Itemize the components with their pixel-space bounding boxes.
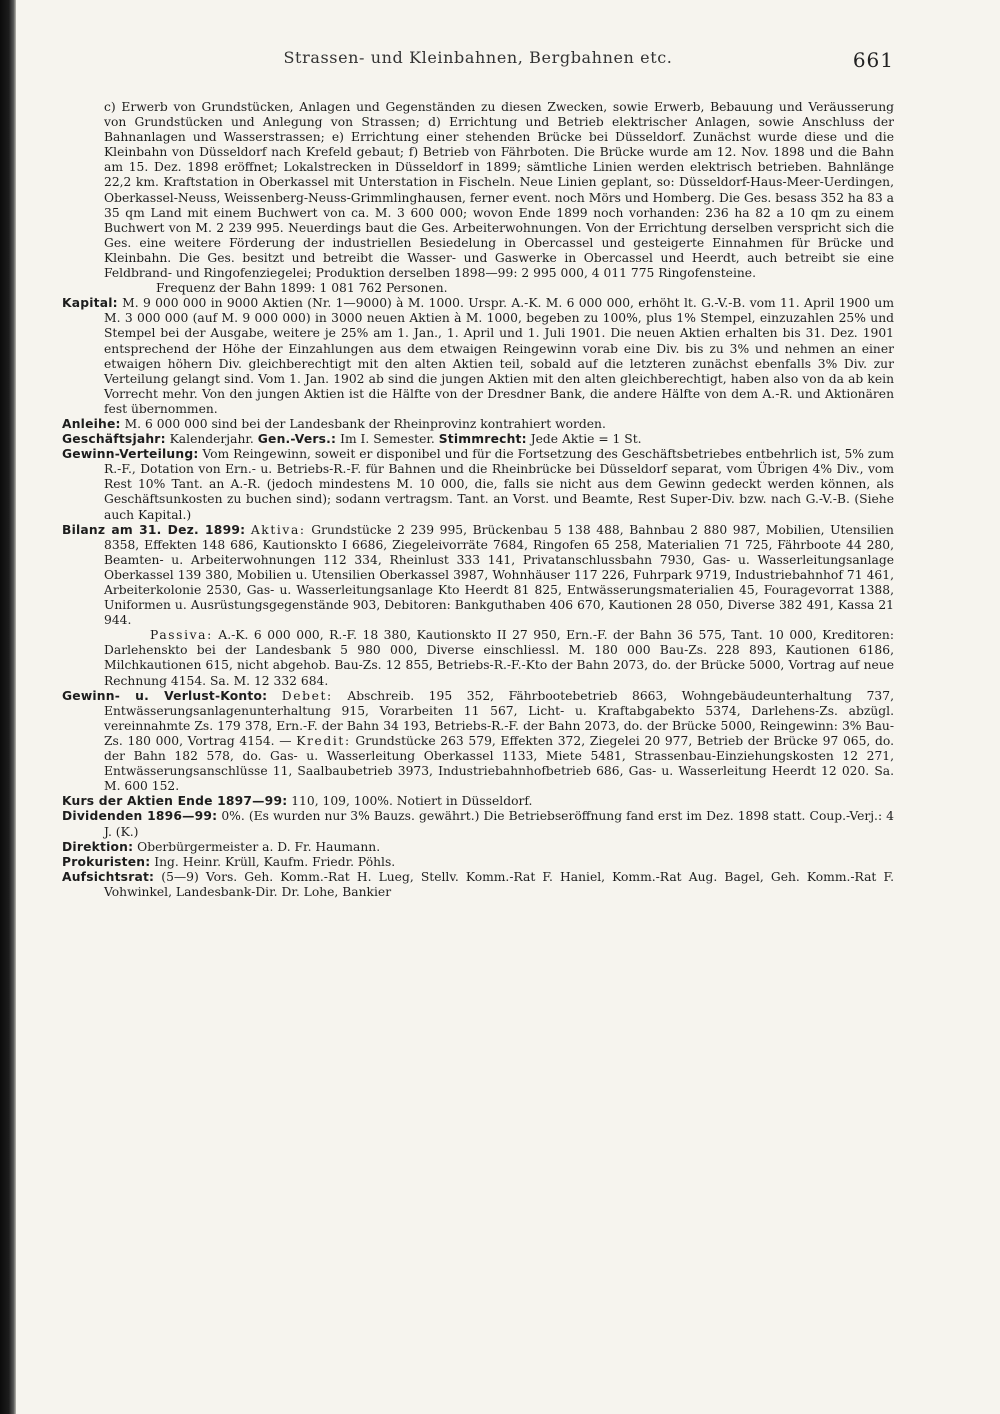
entry-label: Prokuristen: <box>62 854 151 869</box>
entry-label: Gewinn-Verteilung: <box>62 447 199 462</box>
aktiva-text: Grundstücke 2 239 995, Brückenbau 5 138 488, Bahnbau 2 880 987, Mobilien, Utensilien 8358, Effekten 148 686, Kautionskto I 6686, Ziegeleivorräte 7684, Ringofen 65 258, Materialien 71 725, Fährboote 44 280, Beamten- u. Arbeiterwohnungen 112 334, Rheinlust 333 141, Privatanschlussbahn 7930, Gas- u. Wasserleitungsanlage Oberkassel 139 380, Mobilien u. Utensilien Oberkassel 3987, Wohnhäuser 117 226, Fuhrpark 9719, Industriebahnhof 71 461, Arbeiterkolonie 2530, Gas- u. Wasserleitungsanlage Kto Heerdt 81 825, Entwässerungsmaterialien 45, Fouragevorrat 1388, Uniformen u. Ausrüstungsgegenstände 903, Debitoren: Bankguthaben 406 670, Kautionen 28 050, Diverse 382 491, Kassa 21 944. <box>104 522 894 628</box>
running-title: Strassen- und Kleinbahnen, Bergbahnen etc. <box>283 48 673 67</box>
frequency-line: Frequenz der Bahn 1899: 1 081 762 Personen. <box>156 281 448 296</box>
entry-text: (5—9) Vors. Geh. Komm.-Rat H. Lueg, Stellv. Komm.-Rat F. Haniel, Komm.-Rat Aug. Bagel, Geh. Komm.-Rat F. Vohwinkel, Landesbank-Dir. Dr. Lohe, Bankier <box>104 869 894 899</box>
entry-anleihe <box>62 417 894 432</box>
kredit-text: Grundstücke 263 579, Effekten 372, Ziegelei 20 977, Betrieb der Brücke 97 065, do. der Bahn 182 578, do. Gas- u. Wasserleitung Oberkassel 1133, Miete 5481, Strassenbau-Einziehungskosten 12 271, Entwässerungsanschlüsse 11, Saalbaubetrieb 3973, Industriebahnhofbetrieb 686, Gas- u. Wasserleitung Heerdt 12 020. Sa. M. 600 152. <box>104 733 894 794</box>
entry-text: Kalenderjahr. <box>169 432 254 447</box>
entry-kurs <box>62 794 894 809</box>
entry-aufsichtsrat <box>62 870 894 900</box>
gen-vers-label: Gen.-Vers.: <box>257 432 337 447</box>
passiva-text: A.-K. 6 000 000, R.-F. 18 380, Kautionskto II 27 950, Ern.-F. der Bahn 36 575, Tant. 10 000, Kreditoren: Darlehenskto bei der Landesbank 5 980 000, Diverse einschliessl. M. 180 000 Bau-Zs. 228 893, Kautionen 6186, Milchkautionen 615, nicht abgehob. Bau-Zs. 12 855, Betriebs-R.-F.-Kto der Bahn 2073, do. der Brücke 5000, Vortrag auf neue Rechnung 4154. Sa. M. 12 332 684. <box>104 628 894 688</box>
entry-text: Ing. Heinr. Krüll, Kaufm. Friedr. Pöhls. <box>154 854 396 869</box>
entry-label: Gewinn- u. Verlust-Konto: <box>62 688 268 703</box>
document-page <box>62 48 894 1398</box>
running-header <box>62 48 894 78</box>
entry-gewinn-verteilung <box>62 447 894 522</box>
aktiva-label: Aktiva: <box>250 522 306 537</box>
stimmrecht-text: Jede Aktie = 1 St. <box>530 432 642 447</box>
page-number: 661 <box>852 48 894 72</box>
entry-direktion <box>62 840 894 855</box>
entry-dividenden <box>62 809 894 839</box>
passiva-label: Passiva: <box>150 628 213 643</box>
debet-label: Debet: <box>281 688 333 703</box>
body-text <box>62 100 894 900</box>
entry-bilanz <box>62 523 894 629</box>
entry-label: Bilanz am 31. Dez. 1899: <box>62 522 246 537</box>
entry-label: Aufsichtsrat: <box>62 869 155 884</box>
entry-prokuristen <box>62 855 894 870</box>
entry-geschaeftsjahr <box>62 432 894 447</box>
entry-text: 0%. (Es wurden nur 3% Bauzs. gewährt.) Die Betriebseröffnung fand erst im Dez. 1898 statt. Coup.-Verj.: 4 J. (K.) <box>104 809 894 839</box>
entry-label: Dividenden 1896—99: <box>62 809 218 824</box>
debet-text: Abschreib. 195 352, Fährbootebetrieb 8663, Wohngebäudeunterhaltung 737, Entwässerungsanlagenunterhaltung 915, Vorarbeiten 11 567, Licht- u. Kraftabgabekto 5374, Darlehens-Zs. abzügl. vereinnahmte Zs. 179 378, Ern.-F. der Bahn 34 193, Betriebs-R.-F. der Bahn 2073, do. der Brücke 5000, Reingewinn: 3% Bau-Zs. 180 000, Vortrag 4154. — <box>104 688 894 748</box>
stimmrecht-label: Stimmrecht: <box>438 432 527 447</box>
entry-label: Geschäftsjahr: <box>62 432 166 447</box>
entry-label: Kurs der Aktien Ende 1897—99: <box>62 794 288 809</box>
entry-text: M. 9 000 000 in 9000 Aktien (Nr. 1—9000) à M. 1000. Urspr. A.-K. M. 6 000 000, erhöht lt. G.-V.-B. vom 11. April 1900 um M. 3 000 000 (auf M. 9 000 000) in 3000 neuen Aktien à M. 1000, begeben zu 100%, plus 1% Stempel, einzuzahlen 25% und Stempel bei der Ausgabe, weitere je 25% am 1. Jan., 1. April und 1. Juli 1901. Die neuen Aktien erhalten bis 31. Dez. 1901 entsprechend der Höhe der Einzahlungen aus dem etwaigen Reingewinn vorab eine Div. bis zu 3% und nehmen an einer etwaigen höhern Div. gleichberechtigt mit den alten Aktien teil, sobald auf die letzteren zunächst ebenfalls 3% Div. zur Verteilung gelangt sind. Vom 1. Jan. 1902 ab sind die jungen Aktien mit den alten gleichberechtigt, haben also von da ab kein Vorrecht mehr. Von den jungen Aktien ist die Hälfte von der Dresdner Bank, die andere Hälfte von dem A.-R. und Aktionären fest übernommen. <box>104 296 894 416</box>
entry-text: 110, 109, 100%. Notiert in Düsseldorf. <box>291 794 533 809</box>
entry-text: Oberbürgermeister a. D. Fr. Haumann. <box>137 839 381 854</box>
entry-bilanz-passiva <box>62 628 894 688</box>
kredit-label: Kredit: <box>296 733 351 748</box>
entry-kapital <box>62 296 894 417</box>
gen-vers-text: Im I. Semester. <box>340 432 435 447</box>
entry-text: Vom Reingewinn, soweit er disponibel und für die Fortsetzung des Geschäftsbetriebes entbehrlich ist, 5% zum R.-F., Dotation von Ern.- u. Betriebs-R.-F. für Bahnen und die Rheinbrücke bei Düsseldorf separat, vom Übrigen 4% Div., vom Rest 10% Tant. an A.-R. (jedoch mindestens M. 10 000, die, falls sie nicht aus dem Gewinn gedeckt werden können, als Geschäftsunkosten zu buchen sind); sodann vertragsm. Tant. an Vorst. und Beamte, Rest Super-Div. bzw. nach G.-V.-B. (Siehe auch Kapital.) <box>104 447 894 522</box>
book-spine-shadow <box>0 0 16 1414</box>
entry-text: M. 6 000 000 sind bei der Landesbank der Rheinprovinz kontrahiert worden. <box>124 416 606 431</box>
entry-label: Kapital: <box>62 296 118 311</box>
entry-label: Direktion: <box>62 839 134 854</box>
entry-gewinn-verlust <box>62 689 894 795</box>
intro-paragraph: c) Erwerb von Grundstücken, Anlagen und Gegenständen zu diesen Zwecken, sowie Erwerb, Bebauung und Veräusserung von Grundstücken und Anlegung von Strassen; d) Errichtung und Betrieb elektrischer Anlagen, sowie Anschluss der Bahnanlagen und Wasserstrassen; e) Errichtung einer stehenden Brücke bei Düsseldorf. Zunächst wurde diese und die Kleinbahn von Düsseldorf nach Krefeld gebaut; f) Betrieb von Fährboten. Die Brücke wurde am 12. Nov. 1898 und die Bahn am 15. Dez. 1898 eröffnet; Lokalstrecken in Düsseldorf in 1899; sämtliche Linien werden elektrisch betrieben. Bahnlänge 22,2 km. Kraftstation in Oberkassel mit Unterstation in Fischeln. Neue Linien geplant, so: Düsseldorf-Haus-Meer-Uerdingen, Oberkassel-Neuss, Weissenberg-Neuss-Grimmlinghausen, ferner event. noch Mörs und Homberg. Die Ges. besass 352 ha 83 a 35 qm Land mit einem Buchwert von ca. M. 3 600 000; wovon Ende 1899 noch vorhanden: 236 ha 82 a 10 qm zu einem Buchwert von M. 2 239 995. Neuerdings baut die Ges. Arbeiterwohnungen. Von der Errichtung derselben verspricht sich die Ges. eine weitere Förderung der industriellen Besiedelung in Obercassel und gesteigerte Einnahmen für Brücke und Kleinbahn. Die Ges. besitzt und betreibt die Wasser- und Gaswerke in Obercassel und Heerdt, auch betreibt sie eine Feldbrand- und Ringofenziegelei; Produktion derselben 1898—99: 2 995 000, 4 011 775 Ringofensteine. <box>104 100 894 281</box>
entry-label: Anleihe: <box>62 416 121 431</box>
